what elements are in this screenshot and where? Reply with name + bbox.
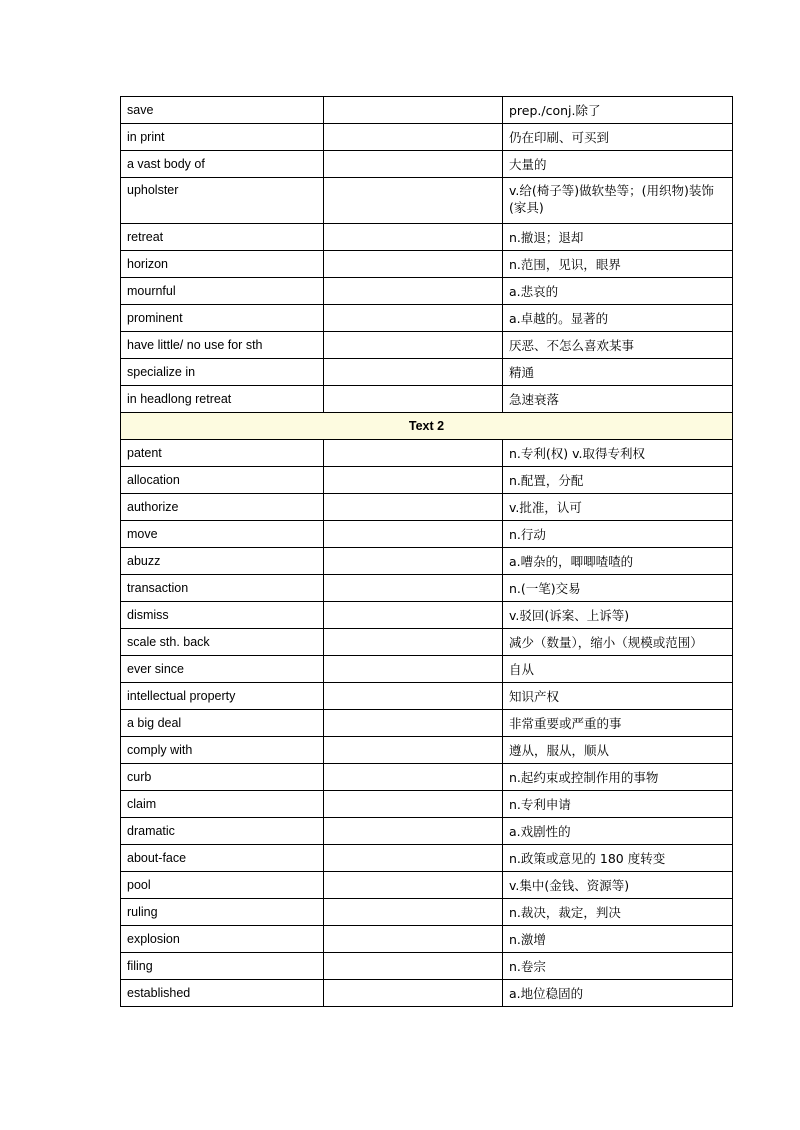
table-row [121,521,733,548]
term-cell: in print [121,124,324,151]
meaning-cell: 大量的 [503,151,733,178]
term-cell: claim [121,791,324,818]
meaning-cell: 厌恶、不怎么喜欢某事 [503,332,733,359]
blank-cell [324,332,503,359]
blank-cell [324,926,503,953]
meaning-cell: 非常重要或严重的事 [503,710,733,737]
blank-cell [324,494,503,521]
blank-cell [324,97,503,124]
term-cell: pool [121,872,324,899]
term-cell: prominent [121,305,324,332]
meaning-cell: n.裁决，裁定，判决 [503,899,733,926]
vocabulary-page [120,96,714,1007]
table-row [121,845,733,872]
meaning-cell: 急速衰落 [503,386,733,413]
table-row [121,305,733,332]
table-row [121,818,733,845]
meaning-cell: n.激增 [503,926,733,953]
blank-cell [324,151,503,178]
blank-cell [324,359,503,386]
term-cell: intellectual property [121,683,324,710]
table-row [121,359,733,386]
meaning-cell: v.驳回(诉案、上诉等) [503,602,733,629]
section-header-row [121,413,733,440]
term-cell: a vast body of [121,151,324,178]
table-row [121,683,733,710]
blank-cell [324,980,503,1007]
blank-cell [324,467,503,494]
table-row [121,764,733,791]
term-cell: filing [121,953,324,980]
blank-cell [324,656,503,683]
table-row [121,602,733,629]
meaning-cell: a.嘈杂的，唧唧喳喳的 [503,548,733,575]
term-cell: ever since [121,656,324,683]
blank-cell [324,305,503,332]
table-row [121,494,733,521]
blank-cell [324,575,503,602]
blank-cell [324,521,503,548]
term-cell: save [121,97,324,124]
table-row [121,926,733,953]
term-cell: retreat [121,224,324,251]
table-row [121,151,733,178]
term-cell: authorize [121,494,324,521]
meaning-cell: n.卷宗 [503,953,733,980]
meaning-cell: prep./conj.除了 [503,97,733,124]
term-cell: mournful [121,278,324,305]
table-row [121,575,733,602]
table-row [121,737,733,764]
term-cell: comply with [121,737,324,764]
term-cell: have little/ no use for sth [121,332,324,359]
section-title: Text 2 [121,413,733,440]
table-row [121,953,733,980]
blank-cell [324,953,503,980]
blank-cell [324,737,503,764]
meaning-cell: 精通 [503,359,733,386]
term-cell: about-face [121,845,324,872]
blank-cell [324,124,503,151]
blank-cell [324,899,503,926]
blank-cell [324,818,503,845]
meaning-cell: n.范围，见识，眼界 [503,251,733,278]
meaning-cell: n.配置，分配 [503,467,733,494]
blank-cell [324,278,503,305]
meaning-cell: n.行动 [503,521,733,548]
meaning-cell: n.起约束或控制作用的事物 [503,764,733,791]
table-row [121,548,733,575]
blank-cell [324,764,503,791]
blank-cell [324,224,503,251]
blank-cell [324,440,503,467]
table-row [121,791,733,818]
table-row [121,124,733,151]
blank-cell [324,629,503,656]
blank-cell [324,251,503,278]
meaning-cell: n.专利申请 [503,791,733,818]
blank-cell [324,548,503,575]
meaning-cell: 自从 [503,656,733,683]
term-cell: move [121,521,324,548]
table-row [121,872,733,899]
table-row [121,224,733,251]
term-cell: patent [121,440,324,467]
blank-cell [324,683,503,710]
blank-cell [324,872,503,899]
meaning-cell: n.撤退；退却 [503,224,733,251]
term-cell: specialize in [121,359,324,386]
blank-cell [324,386,503,413]
table-row [121,980,733,1007]
table-row [121,440,733,467]
blank-cell [324,710,503,737]
term-cell: scale sth. back [121,629,324,656]
vocabulary-table-body [121,97,733,1007]
meaning-cell: v.集中(金钱、资源等) [503,872,733,899]
table-row [121,251,733,278]
term-cell: in headlong retreat [121,386,324,413]
meaning-cell: a.悲哀的 [503,278,733,305]
table-row [121,97,733,124]
term-cell: dismiss [121,602,324,629]
meaning-cell: n.专利(权) v.取得专利权 [503,440,733,467]
table-row [121,656,733,683]
table-row [121,332,733,359]
term-cell: allocation [121,467,324,494]
blank-cell [324,845,503,872]
term-cell: curb [121,764,324,791]
meaning-cell: 遵从，服从，顺从 [503,737,733,764]
table-row [121,899,733,926]
meaning-cell: a.戏剧性的 [503,818,733,845]
blank-cell [324,791,503,818]
vocabulary-table [120,96,733,1007]
meaning-cell: a.地位稳固的 [503,980,733,1007]
term-cell: explosion [121,926,324,953]
table-row [121,178,733,224]
table-row [121,467,733,494]
blank-cell [324,602,503,629]
term-cell: horizon [121,251,324,278]
blank-cell [324,178,503,224]
table-row [121,629,733,656]
meaning-cell: n.(一笔)交易 [503,575,733,602]
table-row [121,278,733,305]
meaning-cell: v.批准，认可 [503,494,733,521]
meaning-cell: 减少（数量），缩小（规模或范围） [503,629,733,656]
term-cell: ruling [121,899,324,926]
term-cell: transaction [121,575,324,602]
term-cell: upholster [121,178,324,224]
table-row [121,386,733,413]
term-cell: a big deal [121,710,324,737]
term-cell: established [121,980,324,1007]
meaning-cell: a.卓越的。显著的 [503,305,733,332]
meaning-cell: n.政策或意见的 180 度转变 [503,845,733,872]
meaning-cell: v.给(椅子等)做软垫等；(用织物)装饰(家具) [503,178,733,224]
term-cell: dramatic [121,818,324,845]
meaning-cell: 仍在印刷、可买到 [503,124,733,151]
table-row [121,710,733,737]
term-cell: abuzz [121,548,324,575]
meaning-cell: 知识产权 [503,683,733,710]
